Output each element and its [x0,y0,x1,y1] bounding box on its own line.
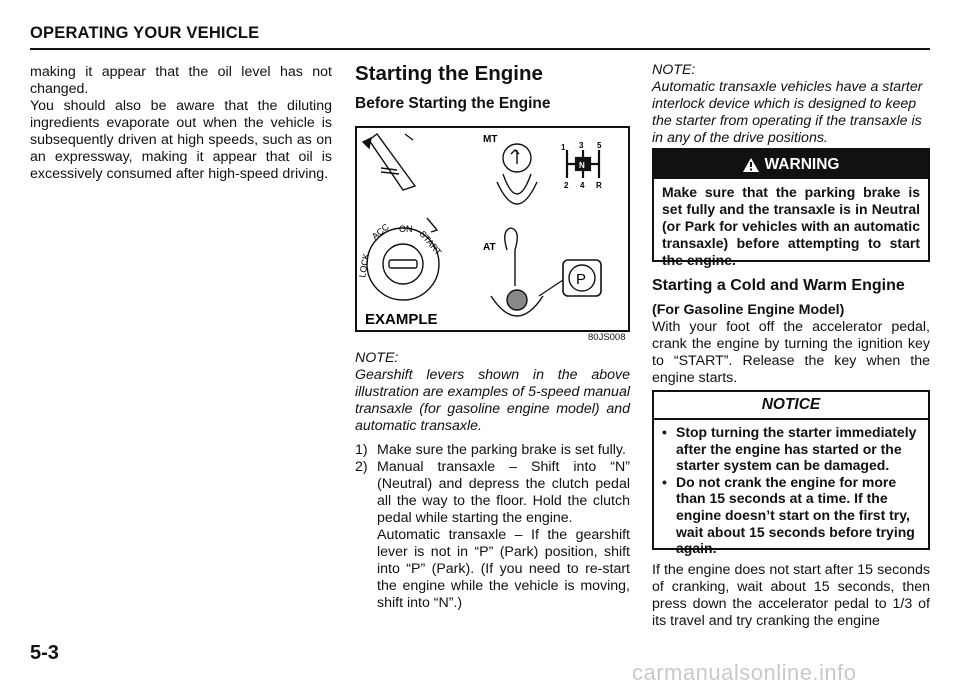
notice-list [654,420,928,557]
example-label: EXAMPLE [365,311,438,328]
steps-list [355,442,630,612]
park-indicator-icon [539,260,601,296]
ignition-label: ACC [369,221,391,242]
gear-label: R [596,181,602,190]
warning-header [654,150,928,179]
paragraph: making it appear that the oil level has not changed. [30,64,332,97]
gear-label: 2 [564,181,569,190]
running-header: OPERATING YOUR VEHICLE [30,24,260,42]
gear-label: 1 [561,143,566,152]
gearshift-note [355,350,630,435]
figure-code: 80JS008 [588,332,626,343]
paragraph: You should also be aware that the diluting ingredients evaporate out when the vehicle is subsequently driven at high speeds, such as on an expressway, making it appear that oil is excessively consumed after high-speed driving. [30,98,332,182]
step-text: Make sure the parking brake is set fully. [377,442,626,458]
starting-figure [355,126,630,332]
watermark: carmanualsonline.info [632,660,857,685]
step-item [355,459,630,612]
gear-label: 3 [579,141,584,150]
gear-label: 4 [580,181,585,190]
figure-illustration [357,128,628,330]
notice-text: Do not crank the engine for more than 15 seconds at a time. If the engine doesn’t start on the first try, wait about 15 seconds before trying again. [676,473,915,557]
notice-title: NOTICE [654,392,928,420]
paragraph: If the engine does not start after 15 seconds of cranking, wait about 15 seconds, then press down the accelerator pedal to 1/3 of its travel and try cranking the engine [652,562,930,629]
warning-text: Make sure that the parking brake is set fully and the transaxle is in Neutral (or Park for vehicles with an automatic transaxle) before attempting to start the engine. [662,184,920,268]
step-number: 2) [355,459,368,475]
bullet-icon: • [662,473,667,490]
step-number: 1) [355,442,368,458]
notice-item [662,474,920,557]
notice-item [662,424,920,474]
section-title: Starting the Engine [355,62,543,85]
gear-label: N [579,161,585,170]
park-label: P [576,271,587,288]
header-rule [30,48,930,50]
warning-triangle-icon [743,158,759,172]
mt-label: MT [483,134,498,145]
note-label: NOTE: [355,350,399,366]
step-text: Automatic transaxle – If the gearshift lever is not in “P” (Park) position, shift into “P” (Park). (If you need to re-start the engine while the vehicle is moving, shift into “N”.) [377,527,630,611]
manual-shift-knob-icon [497,144,537,204]
column-left [30,64,332,183]
at-label: AT [483,242,496,253]
step-text: Manual transaxle – Shift into “N” (Neutral) and depress the clutch pedal all the way to the floor. Hold the clutch pedal while starting the engine. [377,459,630,526]
step-item [355,442,630,459]
notice-box [652,390,930,557]
page-number: 5-3 [30,642,59,664]
model-label: (For Gasoline Engine Model) [652,302,845,318]
column-middle [355,62,630,114]
ignition-label: START [417,228,444,258]
bullet-icon: • [662,424,667,440]
warning-box [652,148,930,268]
section-heading: Starting a Cold and Warm Engine [652,277,905,294]
interlock-note [652,62,930,147]
gear-label: 5 [597,141,602,150]
cold-warm-section [652,276,930,296]
warning-title: WARNING [764,155,840,173]
note-text: Automatic transaxle vehicles have a starter interlock device which is designed to keep the starter from operating if the transaxle is in any of the drive positions. [652,79,923,146]
note-text: Gearshift levers shown in the above illustration are examples of 5-speed manual transaxle (for gasoline engine model) and automatic transaxle. [355,367,630,434]
automatic-shift-lever-icon [491,228,543,316]
paragraph: With your foot off the accelerator pedal, crank the engine by turning the ignition key to “START”. Release the key when the engine starts. [652,319,930,386]
cold-warm-body [652,302,930,387]
ignition-label: ON [399,224,413,234]
ignition-label: LOCK [357,252,372,279]
section-subtitle: Before Starting the Engine [355,95,551,112]
parking-brake-icon [363,134,415,190]
notice-text: Stop turning the starter immediately after the engine has started or the starter system can be damaged. [676,424,917,474]
note-label: NOTE: [652,62,696,78]
